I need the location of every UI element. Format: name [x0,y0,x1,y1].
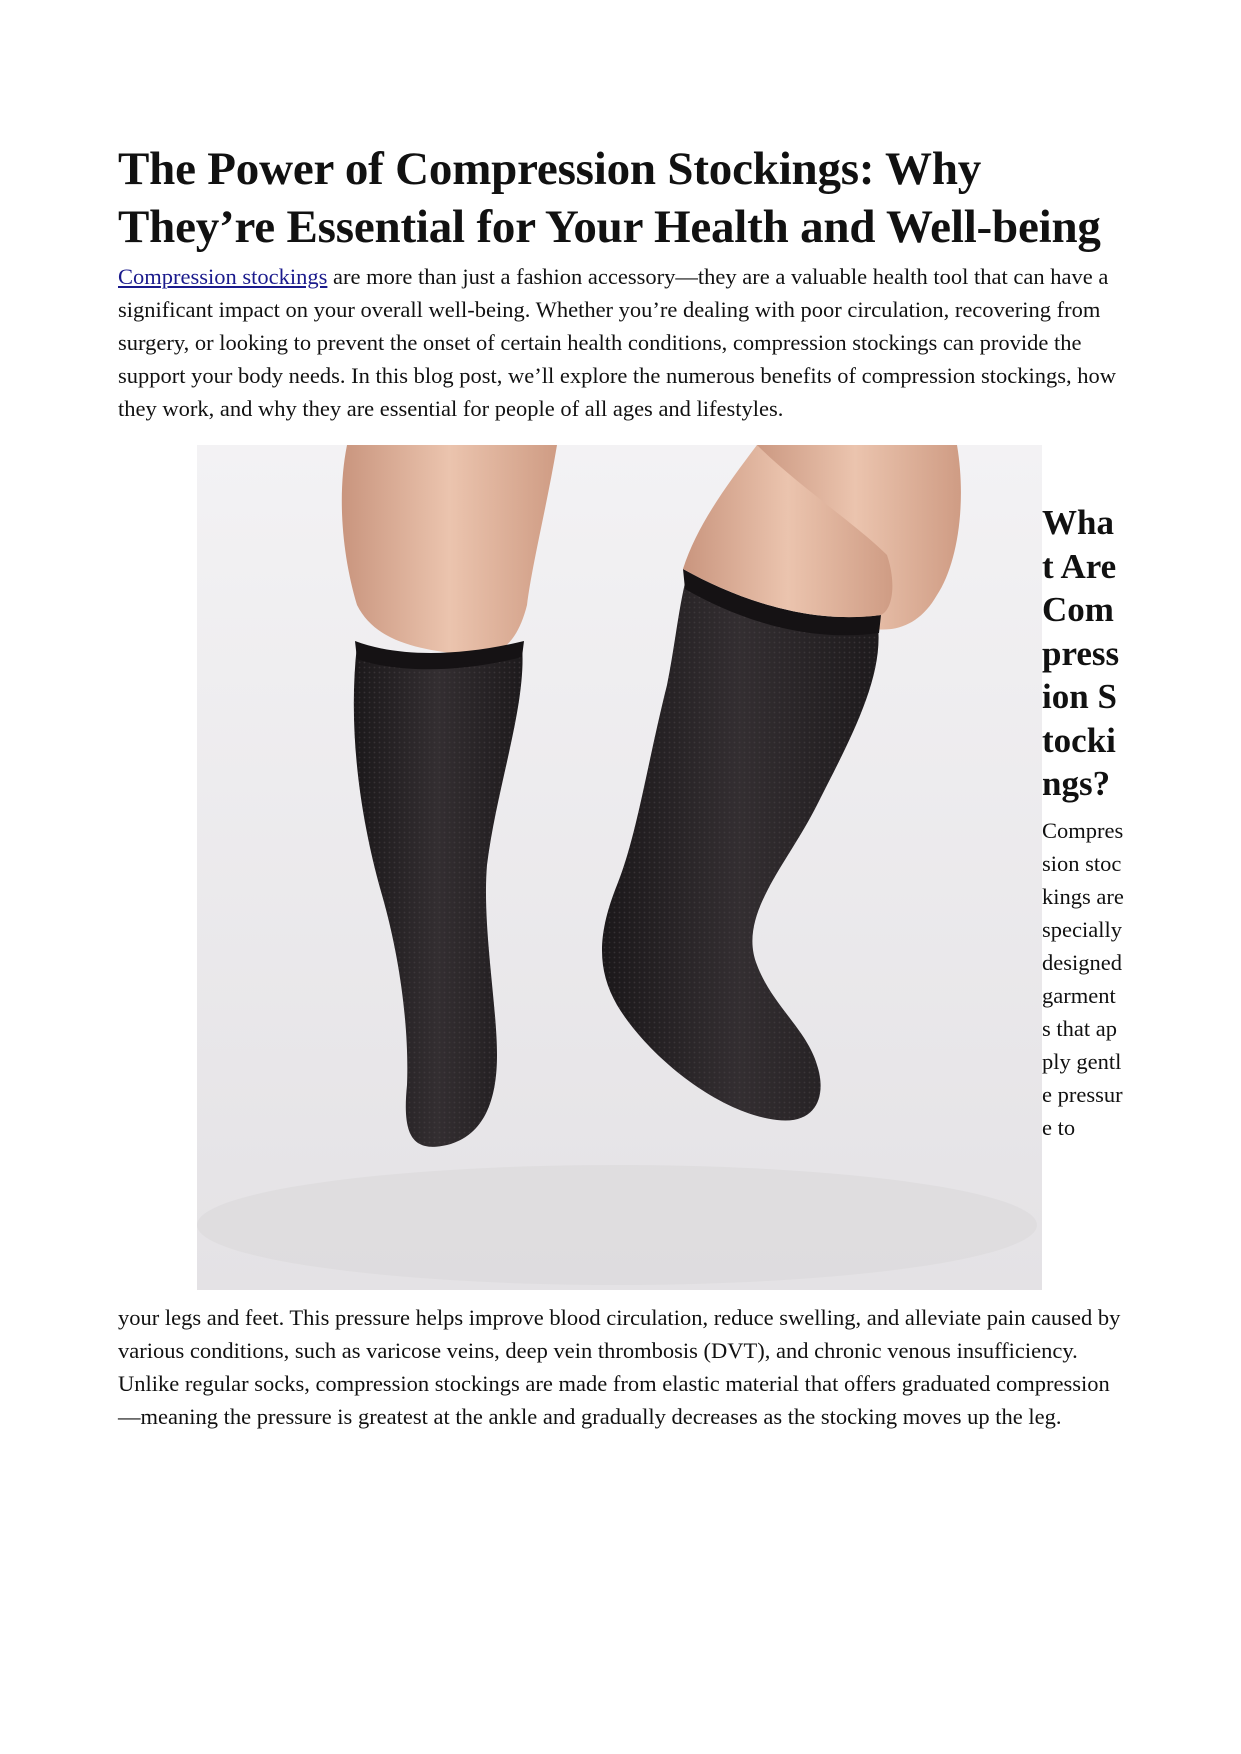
article-title: The Power of Compression Stockings: Why They’re Essential for Your Health and Well-being [118,143,1101,253]
article [118,140,1124,1433]
figure-row [118,445,1124,1301]
section-heading: What Are Compression Stockings? [1042,503,1120,803]
section-text-side: Compression stockings are specially designed garments that apply gentle pressure to [1042,817,1124,1140]
section-text-continued: your legs and feet. This pressure helps improve blood circulation, reduce swelling, and alleviate pain caused by various conditions, such as varicose veins, deep vein thrombosis (DVT), and chronic venous insufficiency. Unlike regular socks, compression stockings are made from elastic material that offers graduated compression—meaning the pressure is greatest at the ankle and gradually decreases as the stocking moves up the leg. [118,1305,1121,1429]
intro-paragraph [118,260,1124,425]
side-column [1042,501,1124,1144]
compression-stockings-link[interactable]: Compression stockings [118,264,328,289]
legs-illustration [197,445,1042,1290]
intro-text: are more than just a fashion accessory—they are a valuable health tool that can have a significant impact on your overall well-being. Whether you’re dealing with poor circulation, recovering from surgery, or looking to prevent the onset of certain health conditions, compression stockings can provide the support your body needs. In this blog post, we’ll explore the numerous benefits of compression stockings, how they work, and why they are essential for people of all ages and lifestyles. [118,264,1116,421]
legs-stockings-photo [197,445,1042,1290]
